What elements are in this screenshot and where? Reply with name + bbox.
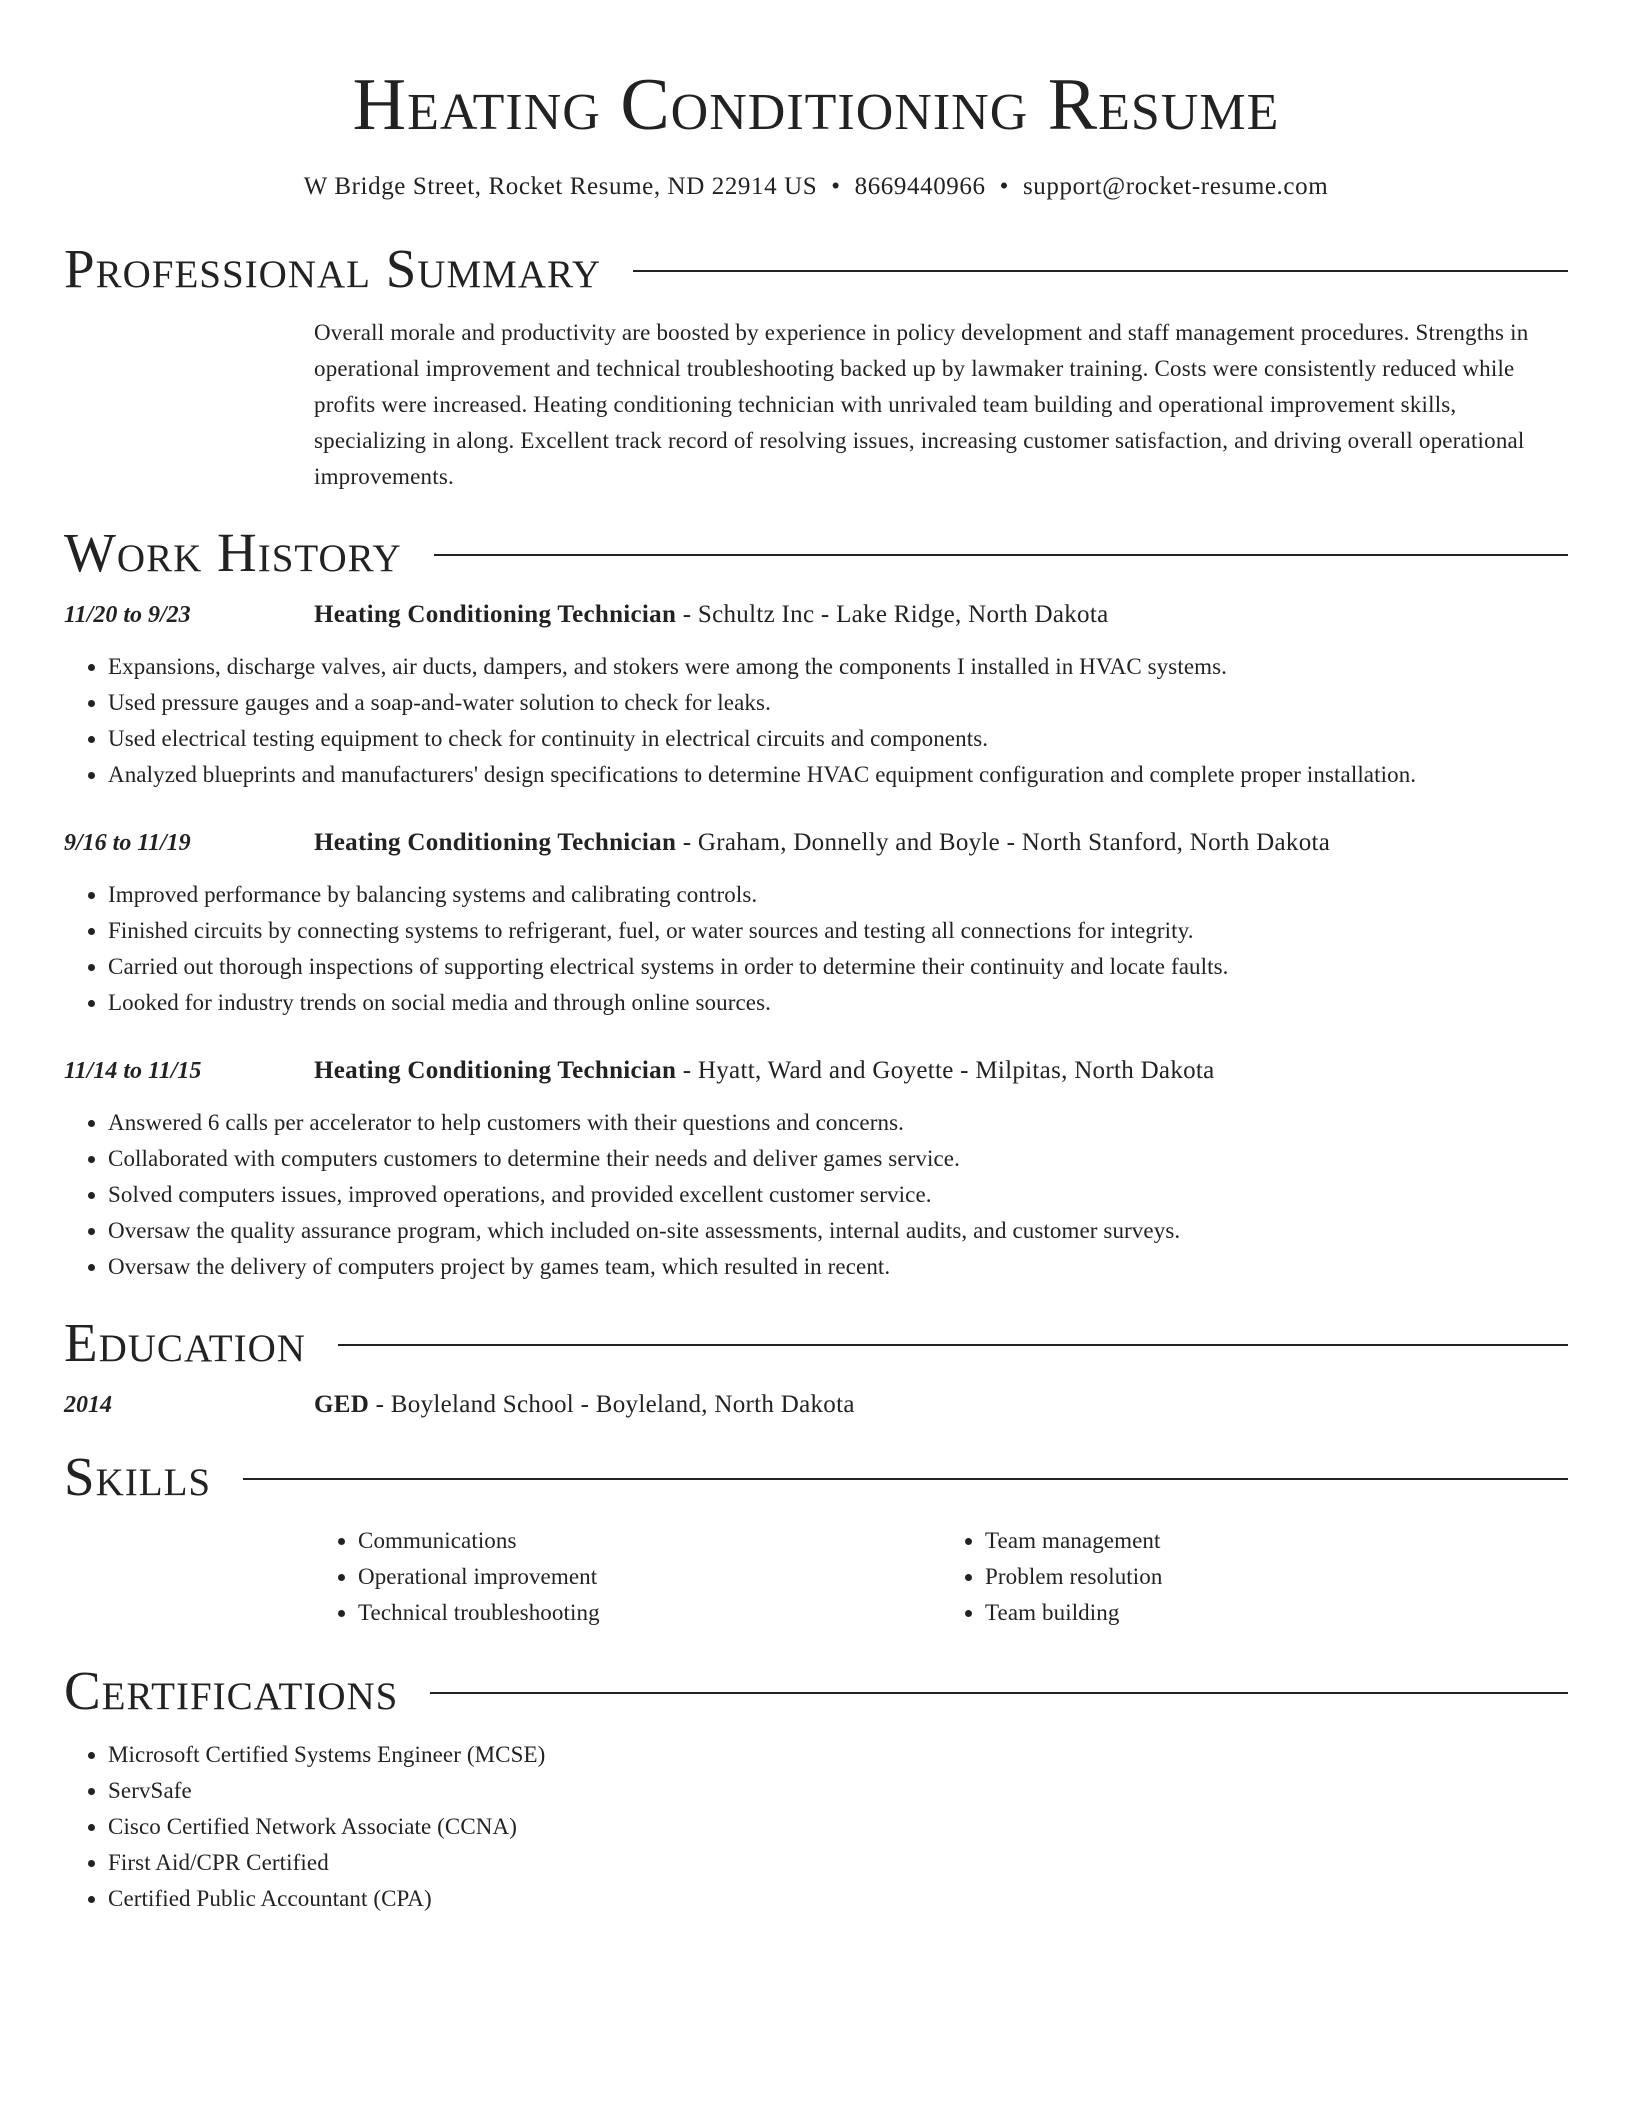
list-item: • Microsoft Certified Systems Engineer (MCSE) — [108, 1737, 1568, 1773]
list-item: • Cisco Certified Network Associate (CCNA) — [108, 1809, 1568, 1845]
list-item: • Finished circuits by connecting systems to refrigerant, fuel, or water sources and testing all connections for integrity. — [108, 913, 1568, 949]
section-divider — [434, 554, 1568, 556]
section-divider — [430, 1692, 1568, 1694]
job-entry — [64, 825, 1568, 1021]
list-item: • ServSafe — [108, 1773, 1568, 1809]
list-item: • Carried out thorough inspections of supporting electrical systems in order to determine their continuity and locate faults. — [108, 949, 1568, 985]
list-item: • Communications — [358, 1523, 941, 1559]
section-divider — [338, 1344, 1568, 1346]
list-item: • Collaborated with computers customers to determine their needs and deliver games service. — [108, 1141, 1568, 1177]
list-item: • Technical troubleshooting — [358, 1595, 941, 1631]
job-dates: 11/14 to 11/15 — [64, 1058, 202, 1084]
job-entry — [64, 597, 1568, 793]
list-item: • Team management — [985, 1523, 1568, 1559]
section-work-history — [64, 521, 1568, 585]
job-bullets — [64, 649, 1568, 793]
section-education — [64, 1311, 1568, 1375]
certifications-list — [64, 1737, 1568, 1917]
summary-text: Overall morale and productivity are boosted by experience in policy development and staff management procedures. Strengths in operational improvement and technical troubleshooting backed up by lawmaker training. Costs were consistently reduced while profits were increased. Heating conditioning technician with unrivaled team building and operational improvement skills, specializing in along. Excellent track record of resolving issues, increasing customer satisfaction, and driving overall operational improvements. — [314, 320, 1529, 489]
list-item: • Used electrical testing equipment to check for continuity in electrical circuits and components. — [108, 721, 1568, 757]
list-item: • Operational improvement — [358, 1559, 941, 1595]
section-divider — [243, 1478, 1568, 1480]
job-title: Heating Conditioning Technician — [314, 829, 677, 856]
education-entry — [64, 1387, 1568, 1423]
job-employer: - Hyatt, Ward and Goyette - Milpitas, North Dakota — [676, 1057, 1215, 1084]
resume-page — [64, 0, 1568, 1917]
section-heading: Professional Summary — [64, 238, 602, 299]
section-heading: Education — [64, 1312, 306, 1373]
job-title: Heating Conditioning Technician — [314, 1057, 677, 1084]
job-title-line — [314, 825, 1330, 861]
contact-email: support@rocket-resume.com — [1022, 173, 1329, 200]
education-line — [314, 1387, 855, 1423]
skills-list — [314, 1523, 1568, 1631]
list-item: • Used pressure gauges and a soap-and-water solution to check for leaks. — [108, 685, 1568, 721]
list-item: • Oversaw the quality assurance program, which included on-site assessments, internal audits, and customer surveys. — [108, 1213, 1568, 1249]
job-title-line — [314, 1053, 1215, 1089]
list-item: • Answered 6 calls per accelerator to help customers with their questions and concerns. — [108, 1105, 1568, 1141]
job-title-line — [314, 597, 1108, 633]
section-divider — [633, 270, 1568, 272]
education-degree: GED — [314, 1391, 370, 1418]
job-bullets — [64, 877, 1568, 1021]
resume-title: Heating Conditioning Resume — [352, 64, 1280, 146]
separator-dot: • — [831, 173, 841, 200]
education-school: - Boyleland School - Boyleland, North Dakota — [369, 1391, 855, 1418]
job-entry — [64, 1053, 1568, 1285]
section-skills — [64, 1445, 1568, 1509]
contact-address: W Bridge Street, Rocket Resume, ND 22914 US — [303, 173, 818, 200]
job-dates: 11/20 to 9/23 — [64, 602, 191, 628]
job-bullets — [64, 1105, 1568, 1285]
skills-column-right — [941, 1523, 1568, 1631]
separator-dot: • — [999, 173, 1009, 200]
list-item: • Solved computers issues, improved operations, and provided excellent customer service. — [108, 1177, 1568, 1213]
list-item: • Oversaw the delivery of computers project by games team, which resulted in recent. — [108, 1249, 1568, 1285]
list-item: • Improved performance by balancing systems and calibrating controls. — [108, 877, 1568, 913]
list-item: • Certified Public Accountant (CPA) — [108, 1881, 1568, 1917]
section-heading: Certifications — [64, 1660, 399, 1721]
list-item: • Problem resolution — [985, 1559, 1568, 1595]
job-employer: - Graham, Donnelly and Boyle - North Stanford, North Dakota — [676, 829, 1331, 856]
job-title: Heating Conditioning Technician — [314, 601, 677, 628]
list-item: • Analyzed blueprints and manufacturers' design specifications to determine HVAC equipment configuration and complete proper installation. — [108, 757, 1568, 793]
contact-phone: 8669440966 — [854, 173, 986, 200]
job-dates: 9/16 to 11/19 — [64, 830, 191, 856]
section-professional-summary — [64, 237, 1568, 301]
skills-column-left — [314, 1523, 941, 1631]
education-year: 2014 — [64, 1392, 112, 1418]
section-heading: Skills — [64, 1446, 212, 1507]
list-item: • Looked for industry trends on social media and through online sources. — [108, 985, 1568, 1021]
list-item: • Expansions, discharge valves, air ducts, dampers, and stokers were among the components I installed in HVAC systems. — [108, 649, 1568, 685]
section-heading: Work History — [64, 522, 402, 583]
contact-line — [64, 170, 1568, 204]
list-item: • Team building — [985, 1595, 1568, 1631]
job-employer: - Schultz Inc - Lake Ridge, North Dakota — [676, 601, 1109, 628]
list-item: • First Aid/CPR Certified — [108, 1845, 1568, 1881]
section-certifications — [64, 1659, 1568, 1723]
